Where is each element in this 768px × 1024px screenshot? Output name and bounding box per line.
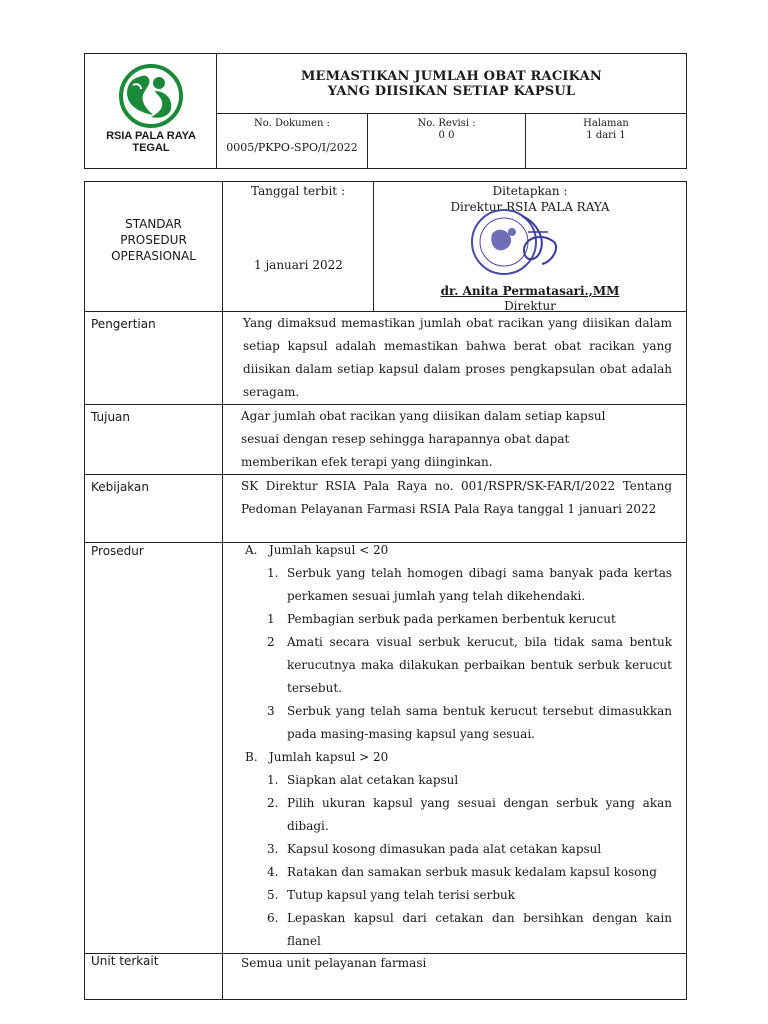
no-dokumen-label: No. Dokumen : [254, 118, 330, 129]
list-item: 6. Lepaskan kapsul dari cetakan dan bersihkan dengan kain flanel [267, 911, 672, 948]
logo-org-name: RSIA PALA RAYA [105, 130, 196, 142]
signer-title: Direktur [504, 299, 556, 313]
title-line-1: MEMASTIKAN JUMLAH OBAT RACIKAN [300, 68, 603, 84]
no-dokumen-cell [217, 114, 368, 169]
ditetapkan-by: Direktur RSIA PALA RAYA [450, 200, 610, 214]
unit-terkait-text: Semua unit pelayanan farmasi [223, 954, 687, 1000]
list-item: 3. Kapsul kosong dimasukan pada alat cetakan kapsul [267, 842, 602, 856]
ditetapkan-label: Ditetapkan : [492, 184, 568, 198]
row-pengertian [85, 312, 687, 405]
kebijakan-label: Kebijakan [85, 475, 223, 543]
prosedur-section-b [245, 746, 672, 769]
row-prosedur [85, 543, 687, 954]
kebijakan-content [223, 475, 687, 543]
pengertian-label: Pengertian [85, 312, 223, 405]
kebijakan-text: SK Direktur RSIA Pala Raya no. 001/RSPR/SK-FAR/I/2022 Tentang Pedoman Pelayanan Farmasi RSIA Pala Raya tanggal 1 januari 2022 [241, 479, 672, 516]
no-revisi-value: 0 0 [438, 130, 455, 141]
row-unit-terkait [85, 954, 687, 1000]
document-title [217, 54, 687, 114]
section-b-title: Jumlah kapsul > 20 [269, 750, 389, 764]
unit-terkait-label: Unit terkait [85, 954, 223, 1000]
halaman-value: 1 dari 1 [586, 130, 626, 141]
list-item: 3 Serbuk yang telah sama bentuk kerucut tersebut dimasukkan pada masing-masing kapsul yang sesuai. [267, 704, 672, 741]
stamp-signature-icon [462, 202, 572, 282]
list-item: 2 Amati secara visual serbuk kerucut, bila tidak sama bentuk kerucutnya maka dilakukan perbaikan bentuk serbuk kerucut tersebut. [267, 635, 672, 695]
tanggal-terbit-cell [223, 182, 374, 312]
prosedur-content [223, 543, 687, 954]
tujuan-content [223, 405, 687, 475]
header-table [84, 53, 687, 169]
prosedur-section-a [245, 539, 672, 562]
sop-body-table [84, 181, 687, 1000]
logo-cell [85, 54, 217, 169]
section-b-marker: B. [245, 750, 258, 764]
pengertian-text: Yang dimaksud memastikan jumlah obat racikan yang diisikan dalam setiap kapsul adalah memastikan bahwa berat obat racikan yang diisikan dalam setiap kapsul dalam proses pengkapsulan obat adalah seragam. [243, 316, 672, 399]
list-item: 1. Siapkan alat cetakan kapsul [267, 773, 459, 787]
row-tujuan [85, 405, 687, 475]
ditetapkan-cell [374, 182, 687, 312]
section-a-title: Jumlah kapsul < 20 [269, 543, 389, 557]
tujuan-label: Tujuan [85, 405, 223, 475]
row-kebijakan [85, 475, 687, 543]
spo-label-line-1: STANDAR [125, 216, 182, 231]
hospital-logo-icon [99, 63, 203, 155]
list-item: 5. Tutup kapsul yang telah terisi serbuk [267, 888, 516, 902]
spo-label-line-3: OPERASIONAL [111, 248, 196, 263]
tujuan-text: Agar jumlah obat racikan yang diisikan dalam setiap kapsul sesuai dengan resep sehingga harapannya obat dapat memberikan efek terapi yang diinginkan. [241, 409, 606, 469]
list-item: 2. Pilih ukuran kapsul yang sesuai dengan serbuk yang akan dibagi. [267, 796, 672, 833]
title-line-2: YANG DIISIKAN SETIAP KAPSUL [327, 83, 576, 99]
tanggal-terbit-label: Tanggal terbit : [251, 184, 345, 198]
tanggal-terbit-value: 1 januari 2022 [254, 258, 343, 272]
list-item: 1 Pembagian serbuk pada perkamen berbentuk kerucut [267, 612, 616, 626]
section-a-list [245, 562, 672, 746]
halaman-cell [526, 114, 687, 169]
no-revisi-cell [368, 114, 526, 169]
spo-label-line-2: PROSEDUR [120, 232, 187, 247]
halaman-label: Halaman [583, 118, 629, 129]
logo-org-city: TEGAL [131, 142, 170, 154]
list-item: 1. Serbuk yang telah homogen dibagi sama banyak pada kertas perkamen sesuai jumlah yang telah dikehendaki. [267, 566, 672, 603]
list-item: 4. Ratakan dan samakan serbuk masuk kedalam kapsul kosong [267, 865, 657, 879]
pengertian-content [223, 312, 687, 405]
section-b-list [245, 769, 672, 953]
prosedur-label: Prosedur [85, 543, 223, 954]
no-revisi-label: No. Revisi : [417, 118, 476, 129]
signer-name: dr. Anita Permatasari.,MM [440, 284, 620, 298]
section-a-marker: A. [245, 543, 258, 557]
no-dokumen-value: 0005/PKPO-SPO/I/2022 [226, 141, 358, 154]
spo-label-cell [85, 182, 223, 312]
